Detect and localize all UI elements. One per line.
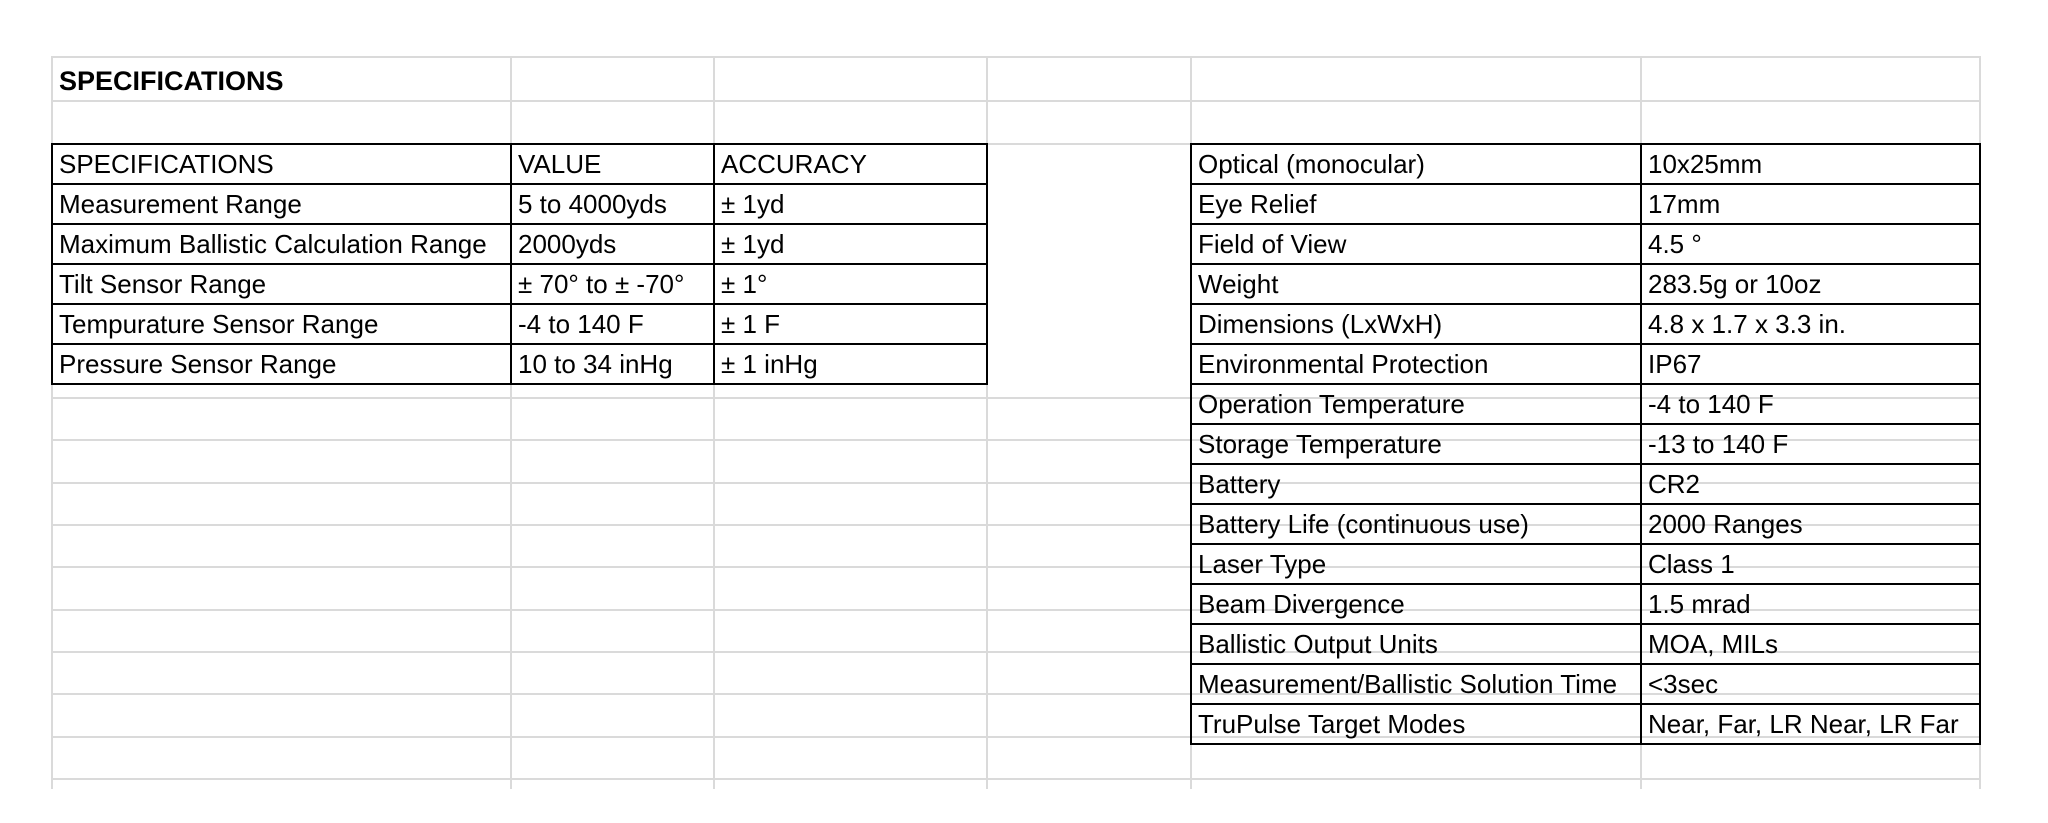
spec-value-cell[interactable]: 1.5 mrad [1641,584,1980,624]
spec-value-cell[interactable]: Near, Far, LR Near, LR Far [1641,704,1980,744]
table-row [1191,224,1980,264]
table-row [1191,584,1980,624]
accuracy-spec-table [51,143,988,385]
spec-name-cell[interactable]: Storage Temperature [1191,424,1641,464]
grid-row-line [51,100,1981,102]
spec-accuracy-cell[interactable]: ± 1yd [714,224,987,264]
table-row [1191,304,1980,344]
table-row [1191,424,1980,464]
spec-value-cell[interactable]: ± 70° to ± -70° [511,264,714,304]
spec-name-cell[interactable]: Pressure Sensor Range [52,344,511,384]
spec-name-cell[interactable]: Optical (monocular) [1191,144,1641,184]
spec-name-cell[interactable]: Battery Life (continuous use) [1191,504,1641,544]
spec-value-cell[interactable]: -4 to 140 F [1641,384,1980,424]
spec-name-cell[interactable]: Dimensions (LxWxH) [1191,304,1641,344]
spec-name-cell[interactable]: Measurement/Ballistic Solution Time [1191,664,1641,704]
general-spec-table [1190,143,1981,745]
spec-value-cell[interactable]: 4.5 ° [1641,224,1980,264]
table-row [1191,384,1980,424]
spec-name-cell[interactable]: Beam Divergence [1191,584,1641,624]
table-row [1191,264,1980,304]
table-row [1191,144,1980,184]
spec-value-cell[interactable]: -13 to 140 F [1641,424,1980,464]
spec-value-cell[interactable]: 10 to 34 inHg [511,344,714,384]
spec-value-cell[interactable]: Class 1 [1641,544,1980,584]
spec-value-cell[interactable]: 5 to 4000yds [511,184,714,224]
table-row [1191,624,1980,664]
spec-value-cell[interactable]: 10x25mm [1641,144,1980,184]
spec-value-cell[interactable]: 283.5g or 10oz [1641,264,1980,304]
table-row [1191,344,1980,384]
spec-name-cell[interactable]: Battery [1191,464,1641,504]
table-row [1191,504,1980,544]
spec-name-cell[interactable]: Tempurature Sensor Range [52,304,511,344]
table-row [1191,664,1980,704]
table-row [1191,704,1980,744]
grid-row-line [51,56,1981,58]
spec-name-cell[interactable]: Tilt Sensor Range [52,264,511,304]
spec-name-cell[interactable]: Operation Temperature [1191,384,1641,424]
spec-value-cell[interactable]: <3sec [1641,664,1980,704]
spec-name-cell[interactable]: Environmental Protection [1191,344,1641,384]
spec-accuracy-cell[interactable]: ± 1 inHg [714,344,987,384]
spec-name-cell[interactable]: TruPulse Target Modes [1191,704,1641,744]
spec-accuracy-cell[interactable]: ± 1yd [714,184,987,224]
table-row [52,344,987,384]
table-row [52,264,987,304]
spec-value-cell[interactable]: 17mm [1641,184,1980,224]
spec-name-cell[interactable]: Maximum Ballistic Calculation Range [52,224,511,264]
header-cell[interactable]: ACCURACY [714,144,987,184]
table-row [52,304,987,344]
spec-value-cell[interactable]: CR2 [1641,464,1980,504]
spec-value-cell[interactable]: IP67 [1641,344,1980,384]
spec-accuracy-cell[interactable]: ± 1 F [714,304,987,344]
spec-accuracy-cell[interactable]: ± 1° [714,264,987,304]
sheet-title[interactable]: SPECIFICATIONS [59,66,284,96]
table-row [1191,544,1980,584]
spec-value-cell[interactable]: -4 to 140 F [511,304,714,344]
spec-name-cell[interactable]: Ballistic Output Units [1191,624,1641,664]
grid-row-line [51,778,1981,780]
spec-name-cell[interactable]: Field of View [1191,224,1641,264]
spec-value-cell[interactable]: 2000yds [511,224,714,264]
spec-value-cell[interactable]: 2000 Ranges [1641,504,1980,544]
spec-name-cell[interactable]: Eye Relief [1191,184,1641,224]
table-row [1191,184,1980,224]
header-cell[interactable]: SPECIFICATIONS [52,144,511,184]
table-header-row [52,144,987,184]
spec-value-cell[interactable]: 4.8 x 1.7 x 3.3 in. [1641,304,1980,344]
spec-name-cell[interactable]: Measurement Range [52,184,511,224]
table-row [52,184,987,224]
spec-name-cell[interactable]: Laser Type [1191,544,1641,584]
spec-value-cell[interactable]: MOA, MILs [1641,624,1980,664]
table-row [1191,464,1980,504]
table-row [52,224,987,264]
header-cell[interactable]: VALUE [511,144,714,184]
spec-name-cell[interactable]: Weight [1191,264,1641,304]
